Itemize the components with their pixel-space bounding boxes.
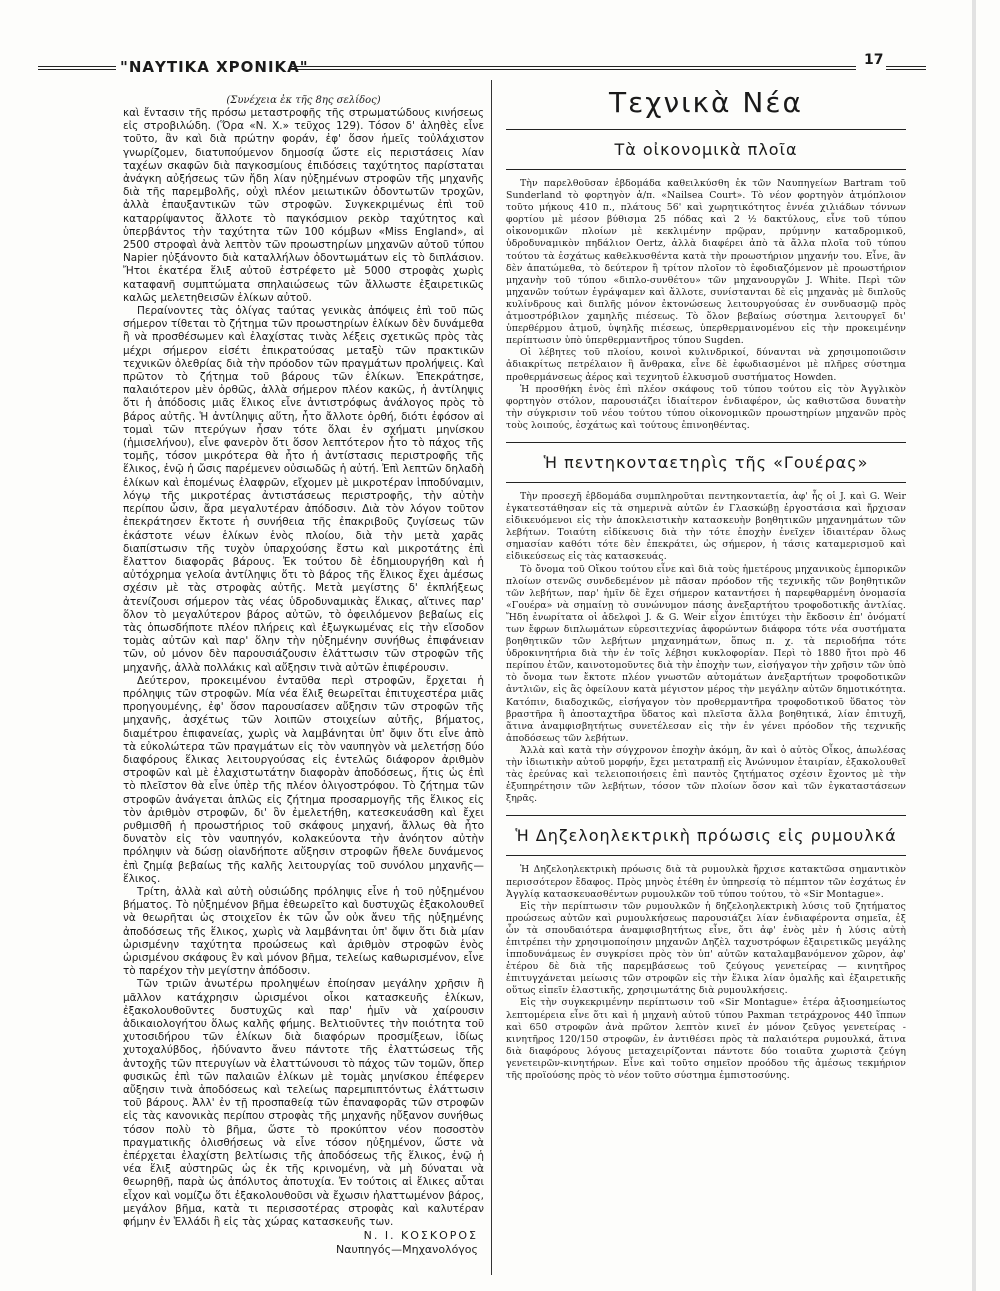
section-title: Τὰ οἰκονομικὰ πλοῖα	[506, 129, 906, 170]
header-rule-middle	[290, 66, 856, 70]
page-edge-shadow	[972, 0, 976, 1291]
news-paragraph: Τὴν παρελθοῦσαν ἑβδομάδα καθειλκύσθη ἐκ τῶν Ναυπηγείων Bartram τοῦ Sunderland τὸ φορτηγὸν ἀ/π. «Nailsea Court». Τὸ νέον φορτηγὸν ἀτμόπλοιον τοῦτο μήκους 410 π., πλάτους 56' καὶ χωρητικότητος ἐννέα χιλιάδων τόννων φορτίου μὲ μέσον βύθισμα 25 πόδας καὶ 2 ½ δακτύλους, εἶνε τοῦ τύπου οἰκονομικῶν πλοίων μὲ κεκλιμένην πρῷραν, πρύμνην καταδρομικοῦ, ὑδροδυναμικὸν πηδάλιον Oertz, ἀλλὰ διαφέρει ἀπὸ τὰ ἄλλα πλοῖα τοῦ τύπου τούτου τὰ ἐσχάτως καθελκυσθέντα κατὰ τὴν προωστήριον μηχανήν του. Εἶνε, ἂν δὲν ἀπατώμεθα, τὸ δεύτερον ἢ τρίτον πλοῖον τὸ ἐφοδιαζόμενον μὲ προωστήριον μηχανὴν τοῦ τύπου «διπλο-συνθέτου» τῶν μηχανουργῶν J. White. Περὶ τῶν μηχανῶν τούτων ἐγράψαμεν καὶ ἄλλοτε, συνίστανται δὲ εἰς μηχανὰς μὲ διπλοῦς κυλίνδρους καὶ διπλῆς μόνον ἐκτονώσεως λειτουργούσας ἐν συνδυασμῷ πρὸς ἀτμοστρόβιλον χαμηλῆς πιέσεως. Τὸ ὅλον βεβαίως σύστημα λειτουργεῖ δι' ὑπερθέρμου ἀτμοῦ, ὑψηλῆς πιέσεως, ὑπερθερμαινομένου εἰς τὴν προκειμένην περίπτωσιν ὑπὸ ὑπερθερμαντῆρος τύπου Sugden.	[506, 178, 906, 347]
technical-news	[506, 80, 906, 1086]
continuation-note: (Συνέχεια ἐκ τῆς 8ης σελίδος)	[226, 95, 381, 106]
propeller-article	[123, 95, 484, 1257]
article-paragraph: Περαίνοντες τὰς ὀλίγας ταύτας γενικὰς ἀπόψεις ἐπὶ τοῦ πῶς σήμερον τίθεται τὸ ζήτημα τῶν προωστηρίων ἑλίκων δὲν δυνάμεθα ἢ νὰ προσθέσωμεν καὶ ἐλαχίστας τινὰς λέξεις σχετικῶς πρὸς τὰς μέχρι σήμερον εἰσέτι ἐπικρατούσας μεταξὺ τῶν πρακτικῶν τεχνικῶν ὀλεθρίας διὰ τὴν πρόοδον τῶν πραγμάτων προλήψεις. Καὶ πρῶτον τὸ ζήτημα τοῦ βάρους τῶν ἑλίκων. Ἐπεκράτησε, παλαιότερον μὲν ὀρθῶς, ἀλλὰ σήμερον πλέον κακῶς, ἡ ἀντίληψις ὅτι ἡ ἀπόδοσις μιᾶς ἕλικος εἶνε ἀντιστρόφως ἀνάλογος πρὸς τὸ βάρος αὐτῆς. Ἡ ἀντίληψις αὕτη, ἦτο ἄλλοτε ὀρθή, διότι ἐφόσον αἱ τομαὶ τῶν πτερύγων ἦσαν τότε ὅλαι ἐν σχήματι μηνίσκου (ἡμισελήνου), εἶνε φανερὸν ὅτι ὅσον λεπτότερον ἦτο τὸ πάχος τῆς τομῆς, τόσον μικρότερα θὰ ἦτο ἡ ἀντίστασις περιστροφῆς τῆς ἕλικος, ἐνῷ ἡ ὤσις παρέμενεν οὐσιωδῶς ἡ αὐτή. Ἐπὶ λεπτῶν δηλαδὴ ἑλίκων καὶ ἑπομένως ἐλαφρῶν, εἴχομεν μὲ μικροτέραν ἱπποδύναμιν, λόγῳ τῆς μικροτέρας ἀντιστάσεως περιστροφῆς, τὴν αὐτὴν περίπου ὦσιν, ἄρα μεγαλυτέραν ἀπόδοσιν. Διὰ τὸν λόγον τοῦτον ἐπεκράτησεν ἔκτοτε ἡ συνήθεια τῆς ἐπακριβοῦς ζυγίσεως τῶν ἑκάστοτε νέων ἑλίκων ἑνὸς πλοίου, διὰ τὴν μετὰ χαρᾶς διαπίστωσιν τῆς τυχὸν ὑπαρχούσης ἔστω καὶ μικροτάτης ἐπὶ ἔλαττον διαφορᾶς βάρους. Ἐκ τούτου δὲ ἐδημιουργήθη καὶ ἡ αὐτόχρημα γελοία ἀντίληψις ὅτι τὸ βάρος τῆς ἕλικος ἔχει ἀμέσως σχέσιν μὲ τὰς στροφὰς αὐτῆς. Μετὰ μεγίστης δ' ἐκπλήξεως ἀτενίζουσι σήμερον τὰς νέας ὑδροδυναμικὰς ἕλικας, αἵτινες παρ' ὅλον τὸ μεγαλύτερον βάρος αὐτῶν, τὸ ὀφειλόμενον βεβαίως εἰς τὰς ὁπωσδήποτε πλέον πλήρεις καὶ ἐξωγκωμένας εἰς τὴν εἴσοδον τομὰς αὐτῶν καὶ παρ' ὅλην τὴν ηὐξημένην συνήθως ἐπιφάνειαν τῶν, οὐ μόνον δὲν παρουσιάζουσιν ἐλάττωσιν τῶν στροφῶν τῆς μηχανῆς, ἀλλὰ πολλάκις καὶ αὔξησιν τινὰ αὐτῶν ἐπιφέρουσιν.	[123, 305, 484, 674]
header-rule-right	[886, 66, 926, 70]
page-number: 17	[864, 52, 884, 68]
news-paragraph: Ἡ προσθήκη ἑνὸς ἐπὶ πλέον σκάφους τοῦ τύπου τούτου εἰς τὸν Ἀγγλικὸν φορτηγὸν στόλον, παρουσιάζει ἰδιαίτερον ἐνδιαφέρον, ὡς καθιστῶσα δυνατὴν τὴν σύγκρισιν τοῦ νέου τούτου τύπου οἰκονομικῶν προωστηρίων μηχανῶν πρὸς τοὺς λοιπούς, ἐσχάτως καὶ τούτους ἐπινοηθέντας.	[506, 383, 906, 431]
news-paragraph: Ἀλλὰ καὶ κατὰ τὴν σύγχρονον ἐποχὴν ἀκόμη, ἂν καὶ ὁ αὐτὸς Οἶκος, ἀπωλέσας τὴν ἰδιωτικὴν αὐτοῦ μορφήν, ἔχει μετατραπῇ εἰς Ἀνώνυμον ἑταιρίαν, ἐξακολουθεῖ τὰς ἐρεύνας καὶ τελειοποιήσεις ἐπὶ παντὸς ζητήματος σχέσιν ἔχοντος μὲ τὴν ἐξυπηρέτησιν τῶν λεβήτων, τόσον τῶν πλοίων ὅσον καὶ τῶν ἐγκαταστάσεων ξηρᾶς.	[506, 744, 906, 805]
magazine-title: "ΝΑΥΤΙΚΑ ΧΡΟΝΙΚΑ"	[120, 58, 309, 76]
section-title: Ἡ Δηζελοηλεκτρικὴ πρόωσις εἰς ρυμουλκά	[506, 815, 906, 856]
section-title: Ἡ πεντηκονταετηρὶς τῆς «Γουέρας»	[506, 442, 906, 483]
column-divider	[491, 80, 492, 1275]
news-paragraph: Ἡ Δηζελοηλεκτρικὴ πρόωσις διὰ τὰ ρυμουλκὰ ἤρχισε κατακτῶσα σημαντικὸν περισσότερον ἔδαφος. Πρὸς μηνὸς ἐτέθη ἐν ὑπηρεσίᾳ τὸ πέμπτον τῶν ἐσχάτως ἐν Ἀγγλίᾳ κατασκευασθέντων ρυμουλκῶν τοῦ τύπου τούτου, τὸ «Sir Montague».	[506, 864, 906, 900]
news-paragraph: Οἱ λέβητες τοῦ πλοίου, κοινοὶ κυλινδρικοί, δύνανται νὰ χρησιμοποιῶσιν ἀδιακρίτως πετρέλαιον ἢ ἄνθρακα, εἶνε δὲ ἐφωδιασμένοι μὲ πλῆρες σύστημα προθερμάνσεως ἀέρος καὶ τεχνητοῦ ἑλκυσμοῦ συστήματος Howden.	[506, 347, 906, 383]
news-item-weir-anniversary	[506, 442, 906, 805]
article-paragraph: καὶ ἔντασιν τῆς πρόσω μεταστροφῆς τῆς στρωματώδους κινήσεως εἰς στροβιλώδη. (Ὅρα «Ν. Χ.» τεῦχος 129). Τόσον δ' ἀληθὲς εἶνε τοῦτο, ἂν καὶ διὰ πρώτην φοράν, ἐφ' ὅσον ἡμεῖς τοὐλάχιστον γνωρίζομεν, διατυπούμενον δημοσίᾳ ὥστε εἰς περιστάσεις λίαν ταχέων σκαφῶν διὰ παγκοσμίους ἐπιδόσεις ταχύτητος παρίσταται ἀνάγκη αὐξήσεως τῶν ἤδη λίαν ηὐξημένων στροφῶν τῆς μηχανῆς διὰ τῆς παρεμβολῆς, οὐχὶ πλέον μειωτικῶν ὀδοντωτῶν τροχῶν, ἀλλὰ ἐπαυξαντικῶν τῶν στροφῶν. Συγκεκριμένως ἐπὶ τοῦ καταρρίψαντος ἄλλοτε τὸ παγκόσμιον ρεκὸρ ταχύτητος καὶ ὑπερβάντος τὴν ταχύτητα τῶν 100 κόμβων «Miss England», αἱ 2500 στροφαὶ ἀνὰ λεπτὸν τῶν προωστηρίων μηχανῶν αὐτοῦ τύπου Napier ηὐξάνοντο διὰ καταλλήλων ὀδοντωμάτων εἰς τὸ διπλάσιον. Ἤτοι ἑκατέρα ἕλιξ αὐτοῦ ἐστρέφετο μὲ 5000 στροφὰς χωρὶς καταφανῆ συμπτώματα σπηλαιώσεως τῶν ἄλλωστε ἐξαιρετικῶς καλῶς μελετηθεισῶν ἑλίκων αὐτοῦ.	[123, 107, 484, 304]
news-paragraph: Τὸ ὄνομα τοῦ Οἴκου τούτου εἶνε καὶ διὰ τοὺς ἡμετέρους μηχανικοὺς ἐμπορικῶν πλοίων στενῶς συνδεδεμένον μὲ πᾶσαν πρόοδον τῆς τεχνικῆς τῶν βοηθητικῶν τῶν λεβήτων, παρ' ἡμῖν δὲ ἔχει σήμερον καταντήσει ἡ παρεφθαρμένη ὀνομασία «Γουέρα» νὰ σημαίνῃ τὸ συνώνυμον πάσης ἀνεξαρτήτου τροφοδοτικῆς ἀντλίας. Ἤδη ἐνωρίτατα οἱ ἀδελφοὶ J. & G. Weir εἶχον ἐπιτύχει τὴν ἔκδοσιν ἐπ' ὀνόματί των ἔφρων διπλωμάτων εὑρεσιτεχνίας ἀφορώντων διάφορα τότε νέα συστήματα βοηθητικῶν τῶν λεβήτων μηχανημάτων, ὅπως π. χ. τὰ περιοδήπα τότε ὑδροκινητήρια διὰ τὴν ἐν τοῖς λέβησι κυκλοφορίαν. Περὶ τὸ 1880 ἤτοι πρὸ 46 περίπου ἐτῶν, καινοτομοῦντες διὰ τὴν ἐποχὴν των, εἰσήγαγον τὴν χρῆσιν τῶν ὑπὸ τὸ ὄνομα των ἔκτοτε πλέον γνωστῶν αὐτομάτων ἀνεξαρτήτων τροφοδοτικῶν ἀντλιῶν, εἰς ἃς ὀφείλουν κατὰ μέγιστον μέρος τὴν μεγάλην αὐτῶν δημοτικότητα. Κατόπιν, διαδοχικῶς, εἰσήγαγον τὸν προθερμαντῆρα τροφοδοτικοῦ ὕδατος τὸν βραστῆρα ἢ ἀποσταχτῆρα ὕδατος καὶ πλεῖστα ἄλλα βοηθητικά, λίαν ἐπιτυχῆ, ἅτινα ἀναμφισβητήτως συνετέλεσαν εἰς τὴν ἐν γένει πρόοδον τῆς τεχνικῆς ἀποδόσεως τῶν λεβήτων.	[506, 563, 906, 744]
author-signature	[123, 1229, 484, 1257]
author-name: Ν. Ι. ΚΟΣΚΟΡΟΣ	[363, 1229, 478, 1243]
author-title: Ναυπηγός—Μηχανολόγος	[335, 1243, 478, 1257]
news-main-title: Τεχνικὰ Νέα	[609, 86, 803, 119]
article-paragraph: Τρίτη, ἀλλὰ καὶ αὐτὴ οὐσιώδης πρόληψις εἶνε ἡ τοῦ ηὐξημένου βήματος. Τὸ ηὐξημένον βῆμα ἐθεωρεῖτο καὶ δυστυχῶς ἐξακολουθεῖ νὰ θεωρῆται ὡς στοιχεῖον ἐκ τῶν ὧν οὐκ ἄνευ τῆς ηὐξημένης ἀποδόσεως τῆς ἕλικος, χωρὶς νὰ λαμβάνηται ὑπ' ὄψιν ὅτι διὰ μίαν ὡρισμένην ταχύτητα προώσεως καὶ ἀριθμὸν στροφῶν ἑνὸς ὡρισμένου σκάφους ἓν καὶ μόνον βῆμα, τελείως καθωρισμένον, εἶνε τὸ παρέχον τὴν μεγίστην ἀπόδοσιν.	[123, 885, 484, 978]
news-paragraph: Τὴν προσεχῆ ἑβδομάδα συμπληροῦται πεντηκονταετία, ἀφ' ἧς οἱ J. καὶ G. Weir ἐγκατεστάθησαν εἰς τὰ σημερινὰ αὐτῶν ἐν Γλασκώβῃ ἐργοστάσια καὶ ἤρχισαν εἰδικευόμενοι εἰς τὴν ἀποκλειστικὴν κατασκευὴν βοηθητικῶν μηχανημάτων τῶν λεβήτων. Τοιαύτη εἰδίκευσις διὰ τὴν τότε ἐποχὴν ἐνεῖχεν ἰδιαιτέραν ὅλως σημασίαν καθότι τότε δὲν ἐπεκράτει, ὡς σήμερον, ἡ τάσις καταμερισμοῦ καὶ εἰδικεύσεως εἰς τὰς κατασκευάς.	[506, 490, 906, 563]
article-paragraph: Δεύτερον, προκειμένου ἐνταῦθα περὶ στροφῶν, ἔρχεται ἡ πρόληψις τῶν στροφῶν. Μία νέα ἕλιξ θεωρεῖται ἐπιτυχεστέρα μιᾶς προηγουμένης, ἐφ' ὅσον παρουσίασεν αὔξησιν τῶν στροφῶν τῆς μηχανῆς, ἀσχέτως τῶν λοιπῶν στοιχείων αὐτῆς, βήματος, διαμέτρου ἐπιφανείας, χωρὶς νὰ λαμβάνηται ὑπ' ὄψιν ὅτι εἶνε ἀπὸ τὰ εὐκολώτερα τῶν πραγμάτων εἰς τὸν ναυπηγὸν νὰ μελετήσῃ δύο διαφόρους ἕλικας λειτουργούσας εἰς ἐντελῶς διάφορον ἀριθμὸν στροφῶν καὶ μὲ ἐλαχιστωτάτην διαφορὰν ἀποδόσεως, ἥτις ὡς ἐπὶ τὸ πλεῖστον θὰ εἶνε ὑπὲρ τῆς πλέον ὀλιγοστρόφου. Τὸ ζήτημα τῶν στροφῶν ἀνάγεται ἁπλῶς εἰς ζήτημα προσαρμογῆς τῆς ἕλικος εἰς τὸν ἀριθμὸν στροφῶν, δι' ὃν ἐμελετήθη, κατεσκευάσθη καὶ ἔχει ρυθμισθῆ ἡ προωστήριος τοῦ σκάφους μηχανή, ἄλλως θὰ ἦτο δυνατὸν εἰς τὸν ναυπηγόν, κολακεύοντα τὴν ἀνόητον αὐτὴν πρόληψιν νὰ δώσῃ οἱανδήποτε αὔξησιν στροφῶν ἤθελε δυνάμενος ἐπὶ ζημίᾳ βεβαίως τῆς καλῆς λειτουργίας τοῦ συνόλου μηχανῆς—ἕλικος.	[123, 674, 484, 885]
news-item-economical-ships	[506, 129, 906, 432]
news-paragraph: Εἰς τὴν περίπτωσιν τῶν ρυμουλκῶν ἡ δηζελοηλεκτρικὴ λύσις τοῦ ζητήματος προώσεως αὐτῶν καὶ ρυμουλκήσεως παρουσιάζει λίαν ἐνδιαφέροντα σημεῖα, ἐξ ὧν τὰ σπουδαιότερα ἀναμφισβητήτως εἶνε, ὅτι ἀφ' ἑνὸς μὲν ἡ λύσις αὐτὴ ἐπιτρέπει τὴν χρησιμοποίησιν μηχανῶν Δηζὲλ ταχυστρόφων ἐξαιρετικῶς μεγάλης ἱπποδυνάμεως ἐν συγκρίσει πρὸς τὸν ὑπ' αὐτῶν καταλαμβανόμενον χῶρον, ἀφ' ἑτέρου δὲ διὰ τῆς παρεμβάσεως τοῦ ζεύγους γενετείρας — κινητῆρος ἐπιτυγχάνεται μείωσις τῶν στροφῶν εἰς τὴν ἕλικα λίαν ὁμαλῆς καὶ ἐξαιρετικῆς οὕτως εἰπεῖν ἐλαστικῆς, χρησιμωτάτης διὰ ρυμουλκήσεις.	[506, 900, 906, 997]
news-paragraph: Εἰς τὴν συγκεκριμένην περίπτωσιν τοῦ «Sir Montague» ἑτέρα ἀξιοσημείωτος λεπτομέρεια εἶνε ὅτι καὶ ἡ μηχανὴ αὐτοῦ τύπου Paxman τετράχρονος 440 ἵππων καὶ 650 στροφῶν ἀνὰ πρῶτον λεπτὸν κινεῖ ἐν μόνον ζεῦγος γενετείρας - κινητῆρος 120/150 στροφῶν, ἐν ἀντιθέσει πρὸς τὰ παλαιότερα ρυμουλκά, ἅτινα διὰ διαφόρους λόγους μεταχειρίζονται πάντοτε δύο τοιαῦτα χωριστὰ ζεύγη γενετειρῶν-κινητήρων. Εἶνε καὶ τοῦτο σημεῖον προόδου τῆς ἀμέσως τεκμήριον τῆς προϊούσης πρὸς τὸ νέον τοῦτο σύστημα ἐμπιστοσύνης.	[506, 997, 906, 1081]
article-paragraph: Τῶν τριῶν ἀνωτέρω προληψέων ἐποίησαν μεγάλην χρῆσιν ἢ μᾶλλον κατάχρησιν ὡρισμένοι οἶκοι κατασκευῆς ἑλίκων, ἐξακολουθοῦντες δυστυχῶς καὶ παρ' ἡμῖν νὰ χαίρουσιν ἀδικαιολογήτου ὅλως καλῆς φήμης. Βελτιοῦντες τὴν ποιότητα τοῦ χυτοσιδήρου τῶν ἑλίκων διὰ διαφόρων προσμίξεων, ἰδίως χυτοχαλύβδος, ἠδύναντο ἄνευ πάντοτε τῆς ἐλαττώσεως τῆς ἀντοχῆς τῶν πτερυγίων νὰ ἐλαττώνουσι τὸ πάχος τῶν τομῶν, ὅπερ φυσικῶς ἐπὶ τῶν παλαιῶν ἑλίκων μὲ τομὰς μηνίσκου ἐπέφερεν αὔξησιν τινὰ ἀποδόσεως καὶ τελείως παρεμπιπτόντως ἐλάττωσιν τοῦ βάρους. Ἀλλ' ἐν τῇ προσπαθείᾳ τῶν ἐπαναφορᾶς τῶν στροφῶν εἰς τὰς κανονικὰς περίπου στροφὰς τῆς μηχανῆς ηὔξανον συνήθως τόσον πολὺ τὸ βῆμα, ὥστε τὸ προκύπτον νέον ποσοστὸν πραγματικῆς ὀλισθήσεως νὰ εἶνε τόσον ηὐξημένον, ὥστε νὰ ἐπέρχεται ἐλαχίστη βελτίωσις τῆς ἀποδόσεως τῆς ἕλικος, ἐνῷ ἡ νέα ἕλιξ αὐστηρῶς ὡς ἐκ τῆς κρινομένη, νὰ μὴ δύναται νὰ θεωρηθῇ, παρὰ ὡς ἀπόλυτος ἀποτυχία. Ἐν τούτοις αἱ ἕλικες αὗται εἶχον καὶ νομίζω ὅτι ἐξακολουθοῦσι νὰ ἔχωσιν ἠλαττωμένον βάρος, μεγάλον βῆμα, κατὰ τι περισσοτέρας στροφὰς καὶ καλυτέραν φήμην ἐν Ἑλλάδι ἢ εἰς τὰς χώρας κατασκευῆς των.	[123, 978, 484, 1229]
news-item-diesel-electric-tugs	[506, 815, 906, 1082]
header-rule-left	[38, 66, 116, 70]
